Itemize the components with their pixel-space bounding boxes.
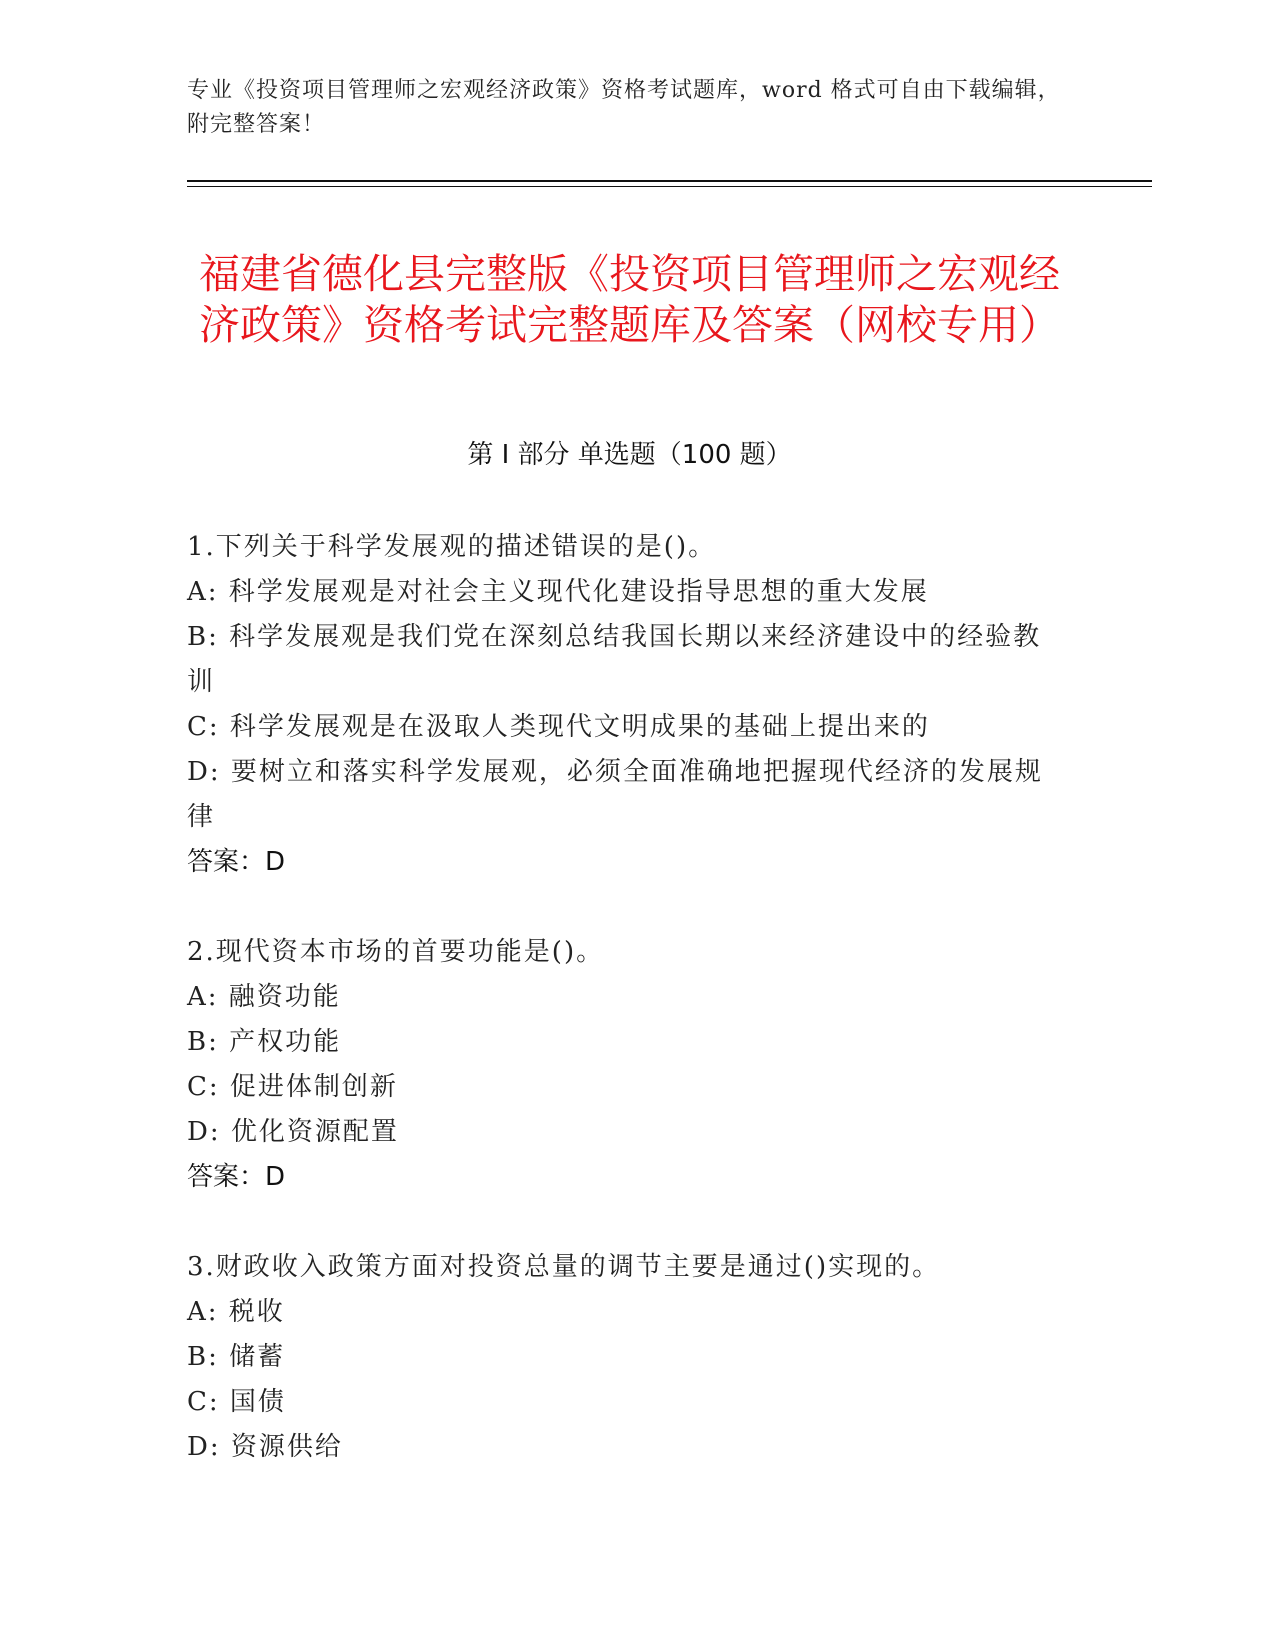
question-1 [187, 525, 1067, 885]
option-d: D: 资源供给 [187, 1432, 343, 1462]
question-stem: 2.现代资本市场的首要功能是()。 [187, 937, 605, 967]
option-d: D: 要树立和落实科学发展观，必须全面准确地把握现代经济的发展规律 [187, 757, 1043, 832]
option-a: A: 融资功能 [187, 982, 341, 1012]
question-stem: 3.财政收入政策方面对投资总量的调节主要是通过()实现的。 [187, 1252, 941, 1282]
answer: 答案：D [187, 847, 286, 877]
option-c: C: 国债 [187, 1387, 286, 1417]
option-a: A: 税收 [187, 1297, 285, 1327]
option-b: B: 储蓄 [187, 1342, 286, 1372]
option-a: A: 科学发展观是对社会主义现代化建设指导思想的重大发展 [187, 577, 929, 607]
question-2 [187, 930, 1067, 1200]
section-heading: 第 I 部分 单选题（100 题） [467, 440, 792, 470]
question-stem: 1.下列关于科学发展观的描述错误的是()。 [187, 532, 717, 562]
header-divider-thick [187, 180, 1152, 182]
option-c: C: 科学发展观是在汲取人类现代文明成果的基础上提出来的 [187, 712, 930, 742]
option-b: B: 产权功能 [187, 1027, 342, 1057]
question-3 [187, 1245, 1067, 1470]
header-divider-thin [187, 186, 1152, 187]
answer: 答案：D [187, 1162, 286, 1192]
option-d: D: 优化资源配置 [187, 1117, 399, 1147]
question-list [187, 525, 1067, 1515]
header-note: 专业《投资项目管理师之宏观经济政策》资格考试题库，word 格式可自由下载编辑，附完整答案！ [187, 78, 1061, 137]
document-title: 福建省德化县完整版《投资项目管理师之宏观经济政策》资格考试完整题库及答案（网校专用） [199, 250, 1060, 350]
option-b: B: 科学发展观是我们党在深刻总结我国长期以来经济建设中的经验教训 [187, 622, 1042, 697]
option-c: C: 促进体制创新 [187, 1072, 398, 1102]
